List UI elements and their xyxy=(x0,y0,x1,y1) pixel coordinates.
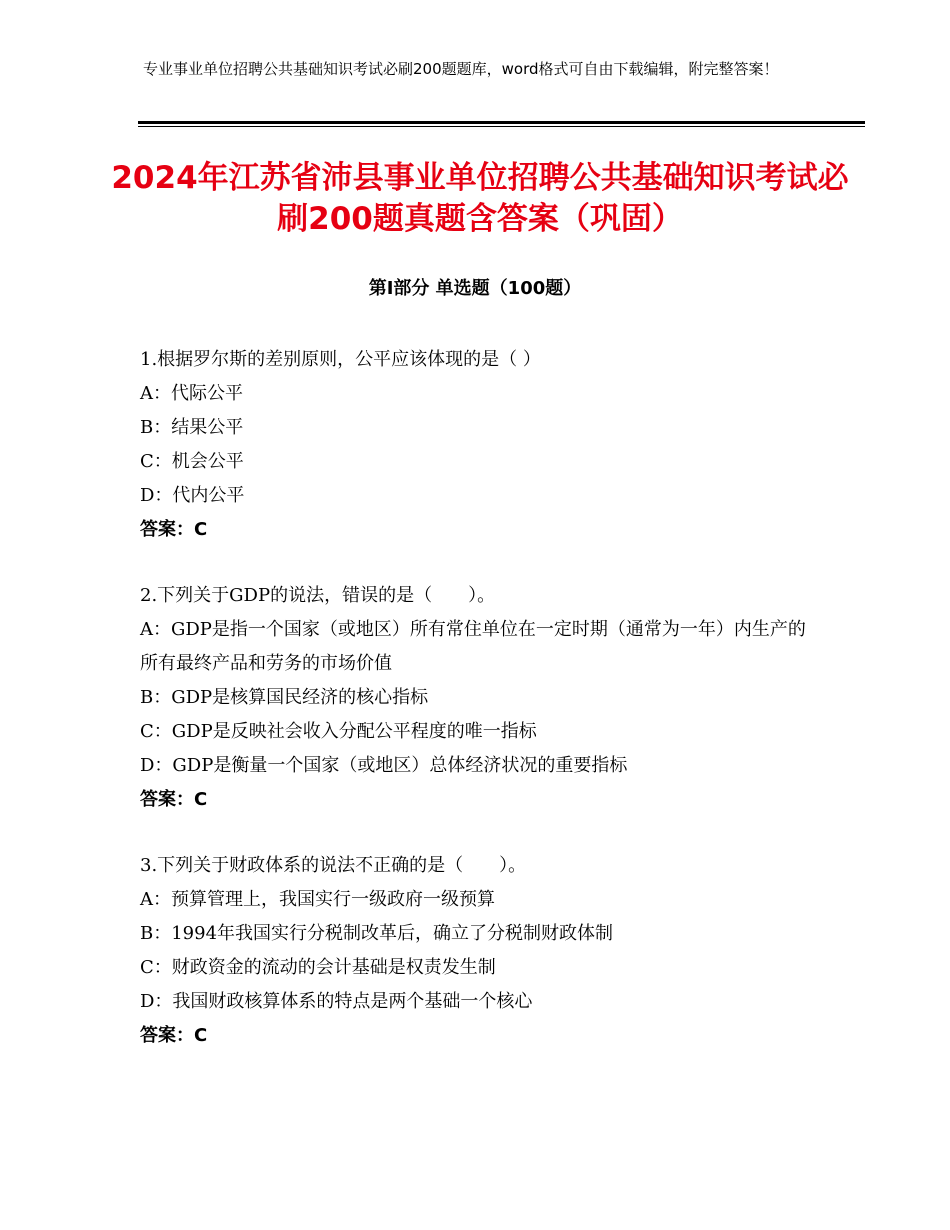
answer-label: 答案：C xyxy=(140,519,208,540)
question-stem: 1.根据罗尔斯的差别原则，公平应该体现的是（ ） xyxy=(140,349,541,370)
option-d: D：我国财政核算体系的特点是两个基础一个核心 xyxy=(140,991,533,1012)
option-a: A：代际公平 xyxy=(140,383,243,404)
option-b: B：1994年我国实行分税制改革后，确立了分税制财政体制 xyxy=(140,923,614,944)
option-b: B：结果公平 xyxy=(140,417,244,438)
question-stem: 3.下列关于财政体系的说法不正确的是（ ）。 xyxy=(140,855,527,876)
header-note: 专业事业单位招聘公共基础知识考试必刷200题题库，word格式可自由下载编辑，附完整答案！ xyxy=(143,60,779,78)
question-3 xyxy=(140,849,810,1053)
header-rule-thick xyxy=(138,121,865,124)
document-title: 2024年江苏省沛县事业单位招聘公共基础知识考试必刷200题真题含答案（巩固） xyxy=(111,160,849,237)
question-1 xyxy=(140,343,810,547)
question-list xyxy=(140,343,810,1085)
option-d: D：GDP是衡量一个国家（或地区）总体经济状况的重要指标 xyxy=(140,755,628,776)
question-stem: 2.下列关于GDP的说法，错误的是（ ）。 xyxy=(140,585,496,606)
option-c: C：机会公平 xyxy=(140,451,244,472)
option-a: A：预算管理上，我国实行一级政府一级预算 xyxy=(140,889,495,910)
option-c: C：财政资金的流动的会计基础是权责发生制 xyxy=(140,957,496,978)
option-a: A：GDP是指一个国家（或地区）所有常住单位在一定时期（通常为一年）内生产的所有最终产品和劳务的市场价值 xyxy=(140,619,806,674)
question-2 xyxy=(140,579,810,817)
header-rule-thin xyxy=(138,126,865,127)
answer-label: 答案：C xyxy=(140,1025,208,1046)
option-c: C：GDP是反映社会收入分配公平程度的唯一指标 xyxy=(140,721,537,742)
option-d: D：代内公平 xyxy=(140,485,245,506)
section-heading: 第Ⅰ部分 单选题（100题） xyxy=(368,278,582,299)
answer-label: 答案：C xyxy=(140,789,208,810)
option-b: B：GDP是核算国民经济的核心指标 xyxy=(140,687,429,708)
